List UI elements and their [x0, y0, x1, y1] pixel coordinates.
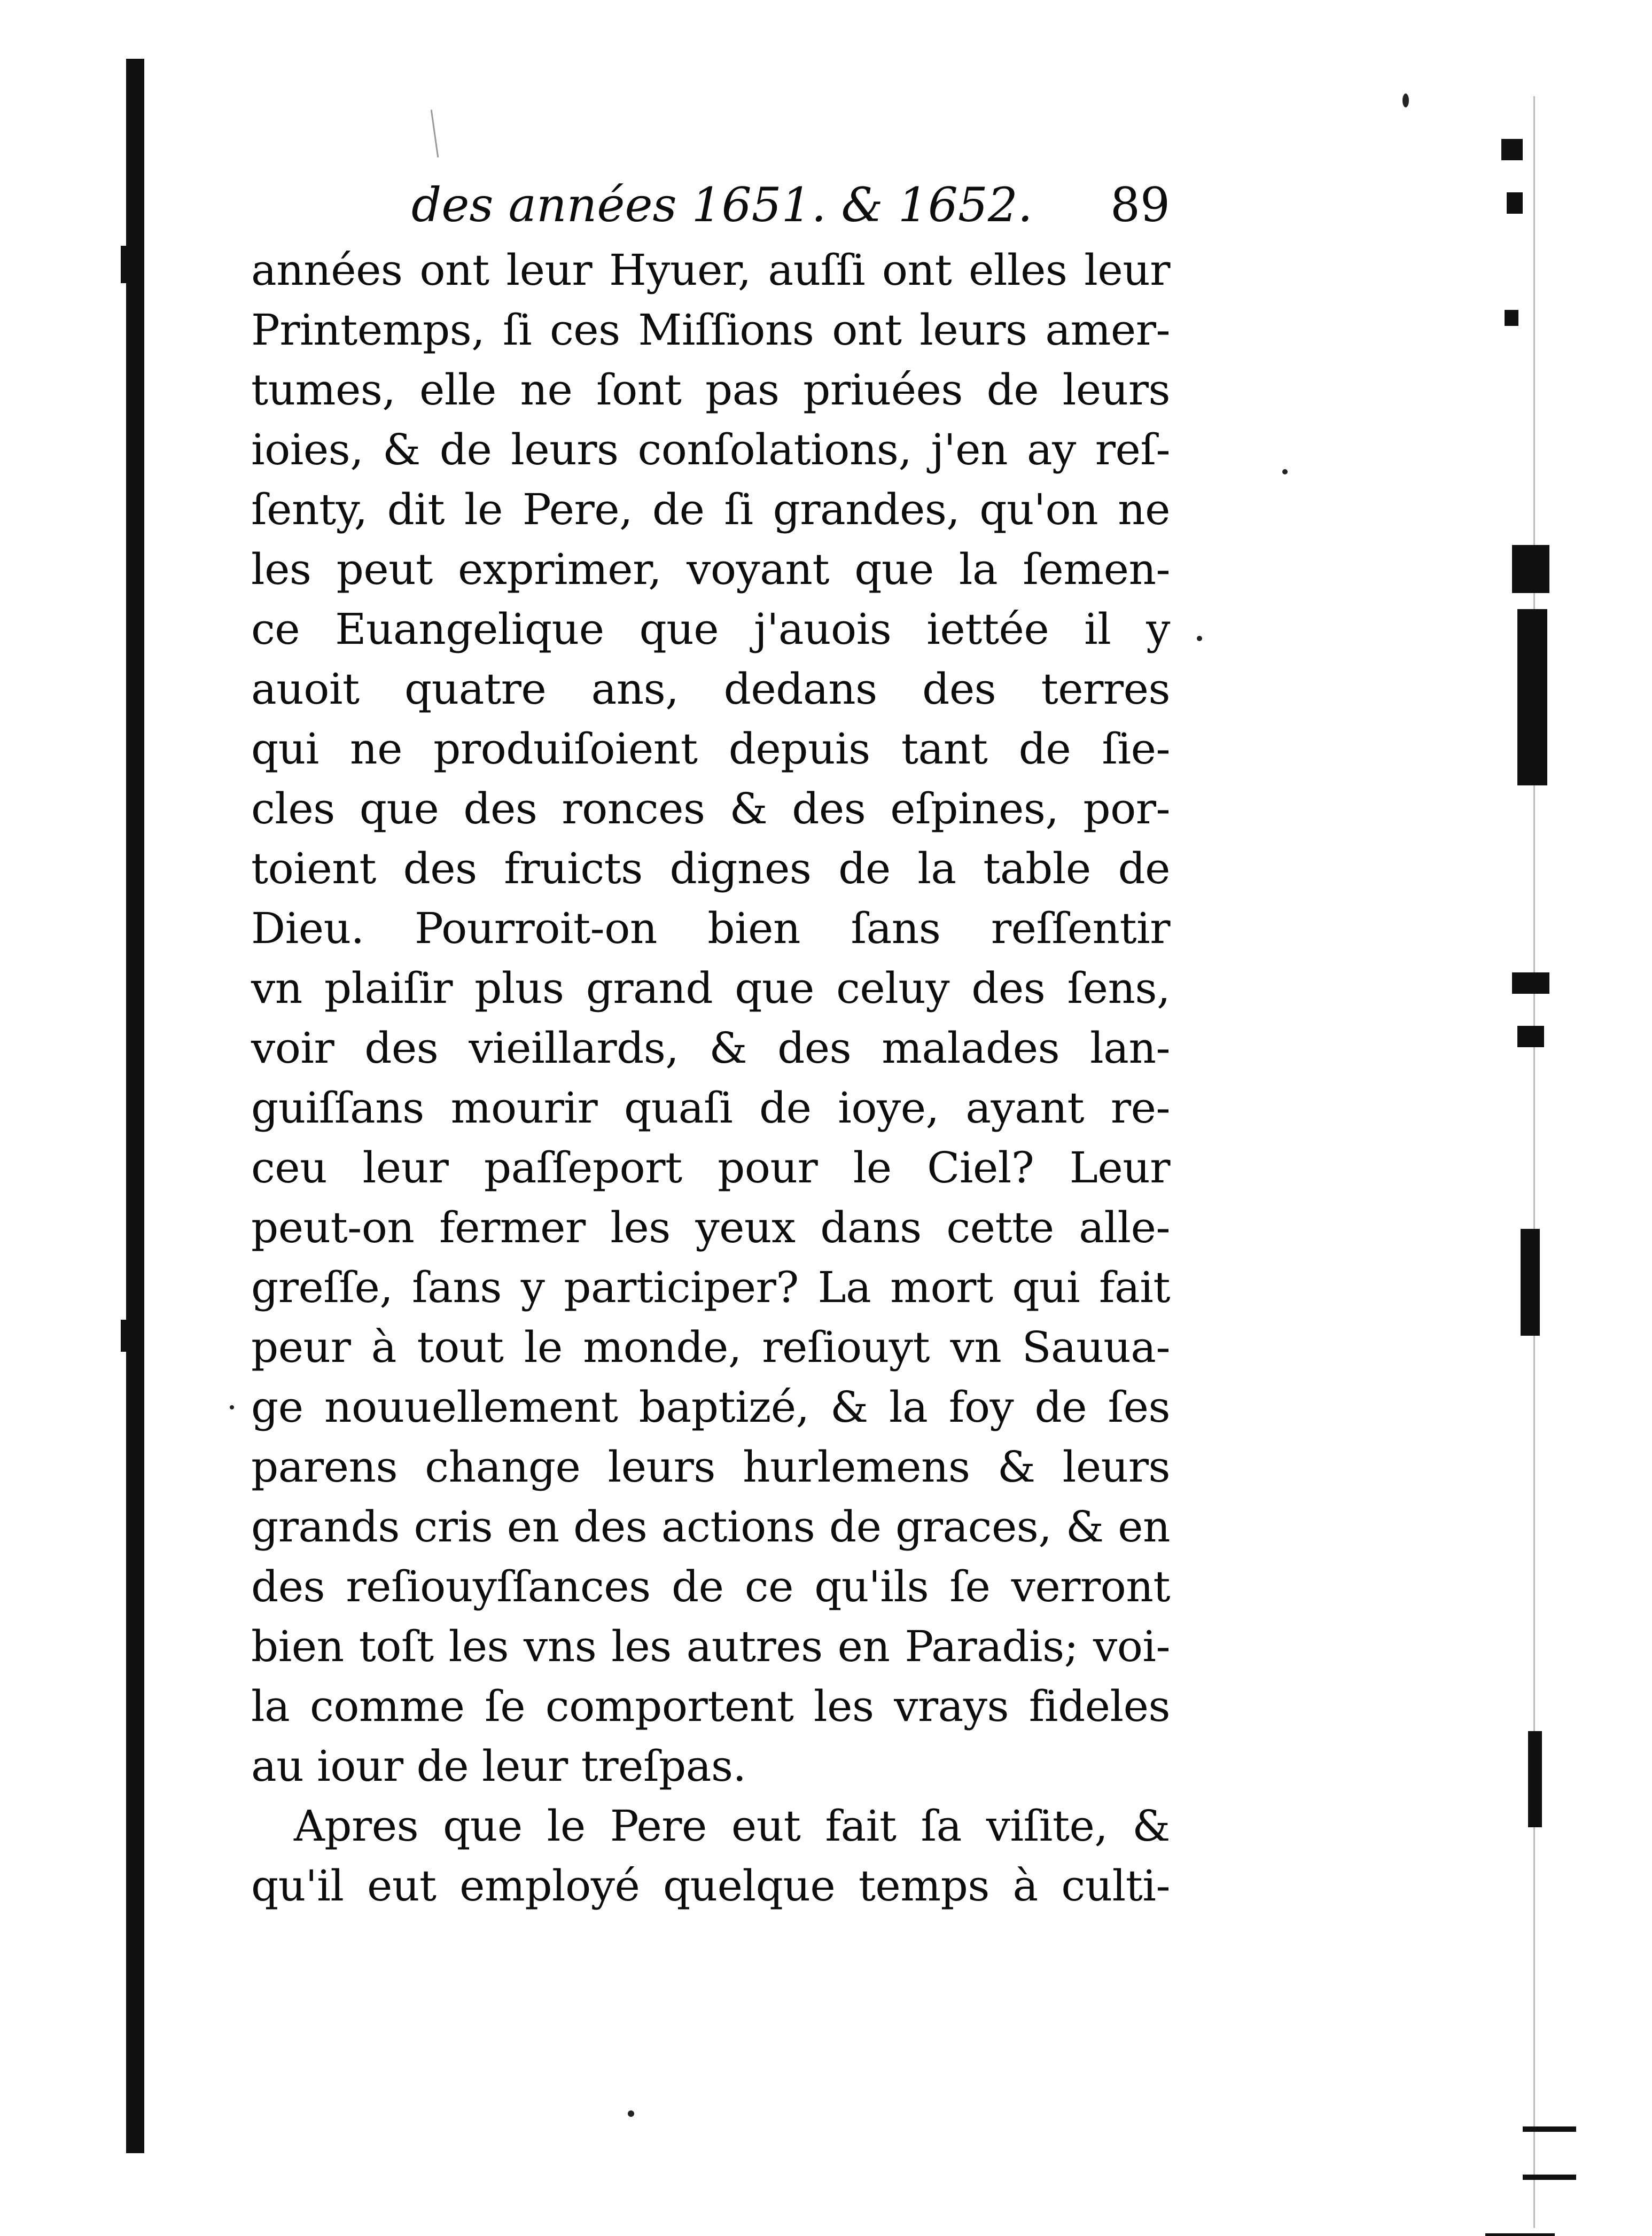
text-line: guiſſans mourir quaſi de ioye, ayant re-: [251, 1083, 1170, 1133]
text-line: vn plaiſir plus grand que celuy des ſens,: [251, 963, 1170, 1013]
ink-speck: [1402, 94, 1409, 107]
text-line: au iour de leur treſpas.: [251, 1741, 746, 1791]
text-line: ceu leur paſſeport pour le Ciel? Leur: [251, 1143, 1170, 1193]
ink-speck: [628, 2110, 634, 2117]
text-line: Printemps, ſi ces Miſſions ont leurs amer-: [251, 305, 1170, 355]
text-line: toient des fruicts dignes de la table de: [251, 844, 1170, 893]
text-line: ioies, & de leurs conſolations, j'en ay reſ-: [251, 425, 1170, 474]
text-line: cles que des ronces & des eſpines, por-: [251, 784, 1170, 833]
scan-artifact: [431, 110, 439, 158]
ink-speck: [230, 1405, 234, 1409]
ink-speck: [1282, 469, 1288, 474]
page-number: 89: [1110, 177, 1170, 232]
running-head: [251, 170, 1170, 240]
text-line: bien toſt les vns les autres en Paradis; voi-: [251, 1622, 1170, 1671]
text-line: Dieu. Pourroit-on bien ſans reſſentir: [251, 903, 1170, 953]
text-line: peur à tout le monde, reſiouyt vn Sauua-: [251, 1322, 1170, 1372]
text-line: qu'il eut employé quelque temps à culti-: [251, 1861, 1170, 1911]
paragraph: [251, 1796, 1170, 1916]
text-line: années ont leur Hyuer, auſſi ont elles leur: [251, 245, 1170, 295]
text-line: grands cris en des actions de graces, & en: [251, 1502, 1170, 1552]
text-line: Apres que le Pere eut fait ſa viſite, &: [294, 1801, 1170, 1851]
scan-artifact: [121, 246, 127, 283]
text-line: peut-on fermer les yeux dans cette alle-: [251, 1203, 1170, 1252]
paragraph: [251, 240, 1170, 1796]
text-line: tumes, elle ne ſont pas priuées de leurs: [251, 365, 1170, 415]
text-line: qui ne produiſoient depuis tant de ſie-: [251, 724, 1170, 774]
running-title: des années 1651. & 1652.: [411, 177, 1033, 232]
text-line: ſenty, dit le Pere, de ſi grandes, qu'on ne: [251, 485, 1170, 534]
scan-artifact: [121, 1320, 127, 1352]
text-line: parens change leurs hurlemens & leurs: [251, 1442, 1170, 1492]
text-line: ce Euangelique que j'auois iettée il y: [251, 604, 1170, 654]
text-line: ge nouuellement baptizé, & la foy de ſes: [251, 1382, 1170, 1432]
text-line: greſſe, ſans y participer? La mort qui fait: [251, 1263, 1170, 1312]
text-line: des reſiouyſſances de ce qu'ils ſe verront: [251, 1562, 1170, 1611]
page-edge-noise: [1480, 107, 1549, 2233]
text-line: la comme ſe comportent les vrays fideles: [251, 1681, 1170, 1731]
binding-shadow: [126, 59, 144, 2153]
ink-speck: [1197, 636, 1202, 641]
text-line: les peut exprimer, voyant que la ſemen-: [251, 544, 1170, 594]
text-line: auoit quatre ans, dedans des terres: [251, 664, 1170, 714]
page-text: [251, 170, 1170, 1916]
text-line: voir des vieillards, & des malades lan-: [251, 1023, 1170, 1073]
